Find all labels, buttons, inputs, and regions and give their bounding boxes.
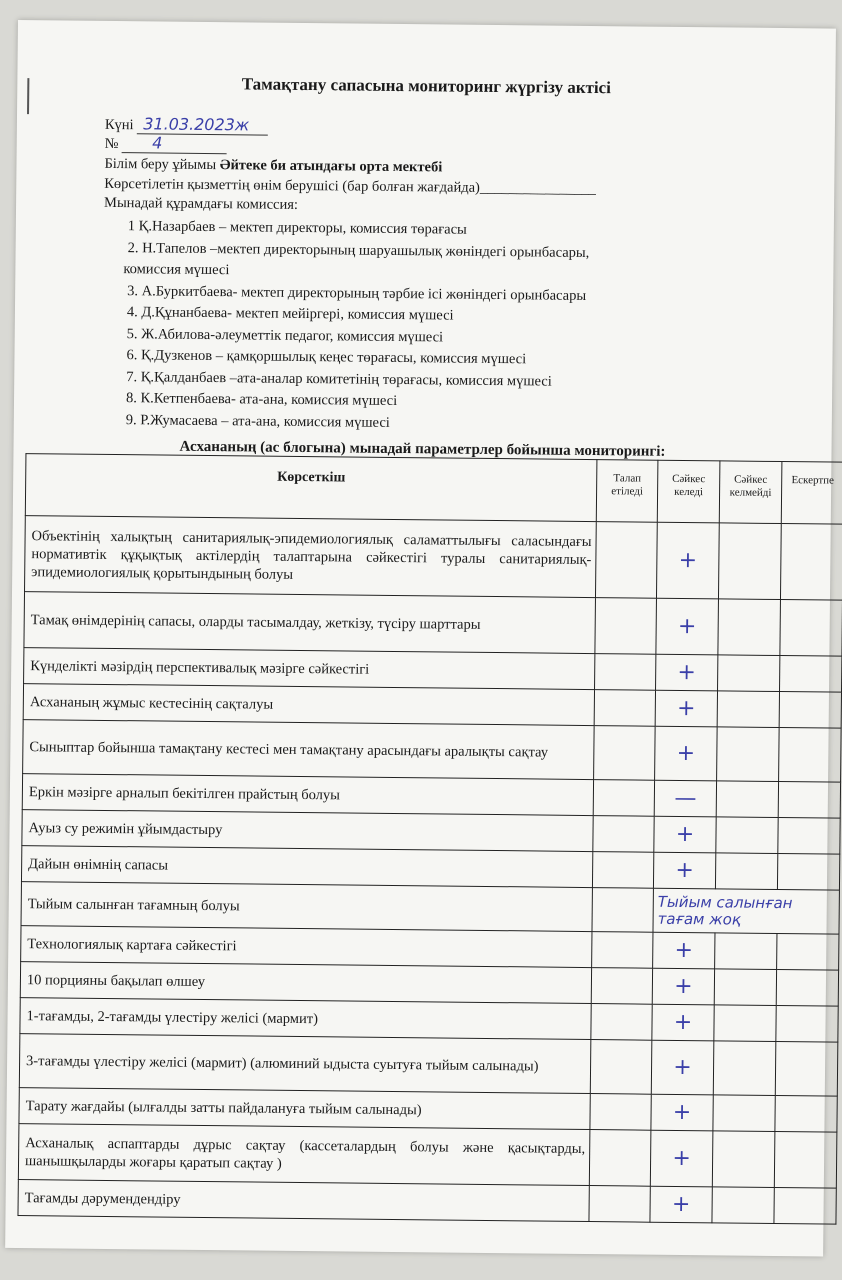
note-cell bbox=[775, 1095, 837, 1132]
compliant-mark: + bbox=[652, 1004, 714, 1041]
note-cell bbox=[777, 854, 839, 891]
compliant-mark: + bbox=[654, 816, 716, 853]
required-cell bbox=[595, 522, 657, 599]
note-line-2: тағам жоқ bbox=[657, 909, 742, 929]
header-required: Талап етіледі bbox=[596, 460, 658, 523]
noncompliant-cell bbox=[718, 655, 780, 692]
row-text: Асханалық аспаптарды дұрыс сақтау (кассеталардың болуы және қасықтарды, шанышқыларды жоғары қаратып сақтау ) bbox=[18, 1124, 590, 1186]
row-text: Технологиялық картаға сәйкестігі bbox=[21, 926, 592, 968]
noncompliant-cell bbox=[717, 727, 780, 782]
number-line bbox=[105, 134, 228, 154]
table-row bbox=[18, 1180, 836, 1225]
monitoring-table bbox=[17, 453, 842, 1225]
table-row bbox=[19, 1034, 838, 1097]
member-line: 1 Қ.Назарбаев – мектеп директоры, комиссия төрағасы bbox=[127, 218, 467, 238]
note-cell bbox=[778, 818, 840, 855]
row-text: 1-тағамды, 2-тағамды үлестіру желісі (мармит) bbox=[20, 998, 591, 1040]
table-row bbox=[23, 720, 842, 783]
row-text: Тағамды дәрумендендіру bbox=[18, 1180, 589, 1222]
table-header-row bbox=[25, 454, 842, 525]
compliant-mark: — bbox=[654, 780, 716, 817]
note-cell bbox=[780, 600, 842, 657]
member-line: 3. А.Буркитбаева- мектеп директорының тәрбие ісі жөніндегі орынбасары bbox=[127, 282, 587, 304]
noncompliant-cell bbox=[713, 1041, 776, 1096]
table-row bbox=[24, 592, 842, 657]
number-label: № bbox=[104, 135, 119, 153]
date-value: 31.03.2023ж bbox=[137, 115, 268, 135]
required-cell bbox=[590, 1040, 652, 1095]
required-cell bbox=[593, 816, 654, 853]
row-text: Ауыз су режимін ұйымдастыру bbox=[22, 810, 593, 852]
noncompliant-cell bbox=[718, 523, 781, 600]
member-line: 9. Р.Жумасаева – ата-ана, комиссия мүшесі bbox=[125, 411, 390, 431]
org-value: Әйтеке би атындағы орта мектебі bbox=[219, 157, 443, 176]
note-cell bbox=[780, 524, 842, 601]
compliant-mark: + bbox=[655, 726, 718, 781]
note-cell bbox=[779, 692, 841, 729]
row-text: Тарату жағдайы (ылғалды затты пайдалануға тыйым салынады) bbox=[19, 1088, 590, 1130]
noncompliant-cell bbox=[713, 1095, 775, 1132]
note-cell bbox=[775, 1041, 838, 1096]
noncompliant-cell bbox=[712, 1131, 775, 1188]
number-value: 4 bbox=[122, 134, 227, 154]
handwritten-note bbox=[653, 888, 839, 934]
compliant-mark: + bbox=[650, 1186, 712, 1223]
required-cell bbox=[591, 1004, 652, 1041]
member-line: 6. Қ.Дузкенов – қамқоршылық кеңес төрағасы, комиссия мүшесі bbox=[126, 347, 527, 368]
row-text: Тыйым салынған тағамның болуы bbox=[21, 882, 592, 932]
note-cell bbox=[780, 656, 842, 693]
commission-intro: Мынадай құрамдағы комиссия: bbox=[104, 194, 299, 213]
row-text: Еркін мәзірге арналып бекітілген прайстың болуы bbox=[22, 774, 593, 816]
noncompliant-cell bbox=[712, 1187, 774, 1224]
required-cell bbox=[592, 852, 653, 889]
date-label: Күні bbox=[104, 116, 134, 134]
required-cell bbox=[590, 1094, 651, 1131]
required-cell bbox=[589, 1186, 650, 1223]
section-title: Асхананың (ас блогына) мынадай параметрлер бойынша мониторингі: bbox=[179, 438, 666, 460]
header-noncompliant: Сәйкес келмейді bbox=[719, 461, 782, 524]
required-cell bbox=[594, 726, 656, 781]
required-cell bbox=[592, 932, 653, 969]
note-cell bbox=[776, 1005, 838, 1042]
table-row bbox=[25, 516, 842, 601]
commission-members bbox=[123, 216, 590, 436]
provider-line: Көрсетілетін қызметтің өнім берушісі (бар болған жағдайда)________________ bbox=[104, 175, 596, 198]
org-label: Білім беру ұйымы bbox=[104, 155, 217, 174]
noncompliant-cell bbox=[714, 969, 776, 1006]
compliant-mark: + bbox=[656, 654, 718, 691]
row-text: 3-тағамды үлестіру желісі (мармит) (алюминий ыдыста суытуға тыйым салынады) bbox=[19, 1034, 591, 1094]
noncompliant-cell bbox=[715, 853, 777, 890]
compliant-mark: + bbox=[652, 968, 714, 1005]
compliant-mark: + bbox=[651, 1094, 713, 1131]
member-line: 7. Қ.Қалданбаев –ата-аналар комитетінің төрағасы, комиссия мүшесі bbox=[126, 368, 552, 390]
required-cell bbox=[592, 888, 653, 933]
required-cell bbox=[589, 1130, 651, 1187]
member-line: 4. Д.Құнанбаева- мектеп мейіргері, комиссия мүшесі bbox=[126, 304, 454, 324]
member-line: комиссия мүшесі bbox=[123, 261, 230, 279]
note-cell bbox=[779, 728, 842, 783]
noncompliant-cell bbox=[714, 1005, 776, 1042]
header-indicator: Көрсеткіш bbox=[25, 454, 597, 522]
header-compliant: Сәйкес келеді bbox=[657, 460, 720, 523]
row-text: Күнделікті мәзірдің перспективалық мәзірге сәйкестігі bbox=[24, 648, 595, 690]
required-cell bbox=[593, 780, 654, 817]
row-text: 10 порцияны бақылап өлшеу bbox=[20, 962, 591, 1004]
date-line bbox=[105, 115, 269, 136]
row-text: Объектінің халықтың санитариялық-эпидемиологиялық саламаттылығы саласындағы нормативтік құқықтық актілердің талаптарына сәйкестігі туралы санитариялық-эпидемиологиялық қорытындының болуы bbox=[25, 516, 597, 598]
row-text: Дайын өнімнің сапасы bbox=[21, 846, 592, 888]
org-line bbox=[104, 155, 442, 177]
compliant-mark: + bbox=[656, 522, 719, 599]
note-cell bbox=[777, 933, 839, 970]
row-text: Тамақ өнімдерінің сапасы, оларды тасымалдау, жеткізу, түсіру шарттары bbox=[24, 592, 596, 654]
document-title: Тамақтану сапасына мониторинг жүргізу актісі bbox=[241, 74, 611, 98]
note-cell bbox=[774, 1131, 837, 1188]
compliant-mark: + bbox=[653, 852, 715, 889]
compliant-mark: + bbox=[655, 690, 717, 727]
member-line: 8. К.Кетпенбаева- ата-ана, комиссия мүшесі bbox=[125, 390, 398, 409]
required-cell bbox=[594, 690, 655, 727]
note-cell bbox=[778, 782, 840, 819]
document-sheet bbox=[5, 20, 836, 1256]
note-cell bbox=[774, 1187, 836, 1224]
member-line: 2. Н.Тапелов –мектеп директорының шаруашылық жөніндегі орынбасары, bbox=[127, 239, 590, 261]
noncompliant-cell bbox=[716, 817, 778, 854]
table-row bbox=[18, 1124, 837, 1189]
compliant-mark: + bbox=[653, 932, 715, 969]
header-note: Ескертпе bbox=[781, 462, 842, 525]
required-cell bbox=[595, 598, 657, 655]
note-cell bbox=[776, 969, 838, 1006]
noncompliant-cell bbox=[716, 781, 778, 818]
compliant-mark: + bbox=[651, 1040, 714, 1095]
row-text: Сыныптар бойынша тамақтану кестесі мен тамақтану арасындағы аралықты сақтау bbox=[23, 720, 595, 780]
compliant-mark: + bbox=[656, 598, 719, 655]
member-line: 5. Ж.Абилова-әлеуметтік педагог, комиссия мүшесі bbox=[126, 325, 444, 345]
required-cell bbox=[591, 968, 652, 1005]
compliant-mark: + bbox=[650, 1130, 713, 1187]
row-text: Асхананың жұмыс кестесінің сақталуы bbox=[23, 684, 594, 726]
required-cell bbox=[595, 654, 656, 691]
noncompliant-cell bbox=[717, 691, 779, 728]
noncompliant-cell bbox=[715, 933, 777, 970]
noncompliant-cell bbox=[718, 599, 781, 656]
note-line-1: Тыйым салынған bbox=[657, 892, 793, 912]
